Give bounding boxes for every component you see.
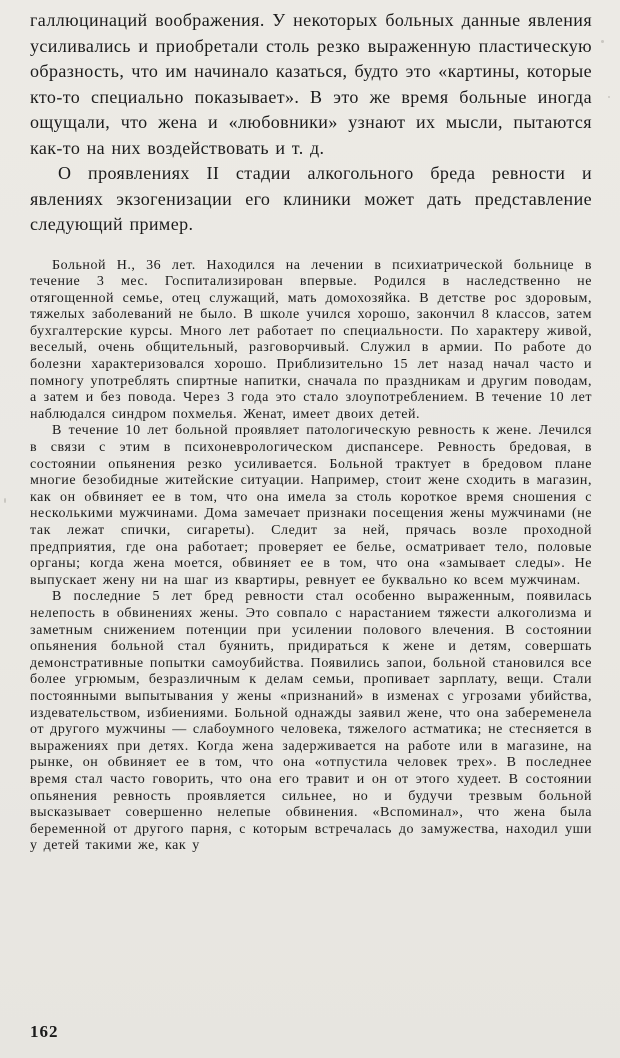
main-paragraph-intro-example: О проявлениях II стадии алкогольного бреда ревности и явлениях экзогенизации его клиники может дать представление следующий пример.	[30, 163, 592, 234]
scan-artifact	[608, 96, 610, 98]
page-body	[30, 8, 592, 855]
page-number: 162	[30, 1022, 59, 1041]
case-paragraph-progression: В последние 5 лет бред ревности стал особенно выраженным, появилась нелепость в обвинениях жены. Это совпало с нарастанием тяжести алкоголизма и заметным снижением потенции при усилении полового влечения. В состоянии опьянения больной стал буянить, придираться к жене и детям, совершать демонстративные попытки самоубийства. Появились запои, больной становился все более угрюмым, безразличным к делам семьи, пропивает зарплату, вещи. Стали постоянными выпытывания у жены «признаний» в изменах с угрозами убийства, издевательством, избиениями. Больной однажды заявил жене, что она забеременела от другого мужчины — слабоумного человека, тяжелого астматика; не стесняется в выражениях при детях. Когда жена задерживается на работе или в магазине, на рынке, он обвиняет ее в том, что она «отпустила человек трех». В последнее время стал часто говорить, что она его травит и он от этого худеет. В состоянии опьянения ревность проявляется сильнее, но и будучи трезвым больной высказывает совершенно нелепые обвинения. «Вспоминал», что жена была беременной от другого парня, с которым встречалась до замужества, находил уши у детей такими же, как у	[30, 589, 592, 854]
case-paragraph-anamnesis: Больной Н., 36 лет. Находился на лечении в психиатрической больнице в течение 3 мес. Госпитализирован впервые. Родился в наследственно не отягощенной семье, отец служащий, мать домохозяйка. В детстве рос здоровым, тяжелых заболеваний не было. В школе учился хорошо, закончил 8 классов, затем бухгалтерские курсы. Много лет работает по специальности. По характеру живой, веселый, очень общительный, разговорчивый. Служил в армии. По работе до болезни характеризовался хорошо. Приблизительно 15 лет назад начал часто и помногу употреблять спиртные напитки, сначала по праздникам и другим поводам, а затем и без повода. Через 3 года это стало злоупотреблением. В течение 10 лет наблюдался синдром похмелья. Женат, имеет двоих детей.	[30, 257, 592, 422]
main-paragraph-continuation: галлюцинаций воображения. У некоторых больных данные явления усиливались и приобретали столь резко выраженную пластическую образность, что им начинало казаться, будто это «картины, которые кто-то специально показывает». В это же время больные иногда ощущали, что жена и «любовники» узнают их мысли, пытаются как-то на них воздействовать и т. д.	[30, 10, 592, 158]
case-description-block	[30, 258, 592, 855]
scan-artifact	[601, 40, 604, 43]
case-paragraph-jealousy: В течение 10 лет больной проявляет патологическую ревность к жене. Лечился в связи с этим в психоневрологическом диспансере. Ревность бредовая, в состоянии опьянения резко усиливается. Больной трактует в бредовом плане многие безобидные житейские ситуации. Например, стоит жене сходить в магазин, как он обвиняет ее в том, что она имела за столь короткое время сношения с несколькими мужчинами. Дома замечает признаки посещения жены мужчинами (не так лежат спички, сигареты). Следит за ней, прячась возле проходной предприятия, где она работает; проверяет ее белье, осматривает тело, половые органы; когда жена моется, обвиняет ее в том, что она «замывает следы». Не выпускает жену ни на шаг из квартиры, ревнует ее буквально ко всем мужчинам.	[30, 423, 592, 588]
scan-artifact	[4, 498, 6, 503]
